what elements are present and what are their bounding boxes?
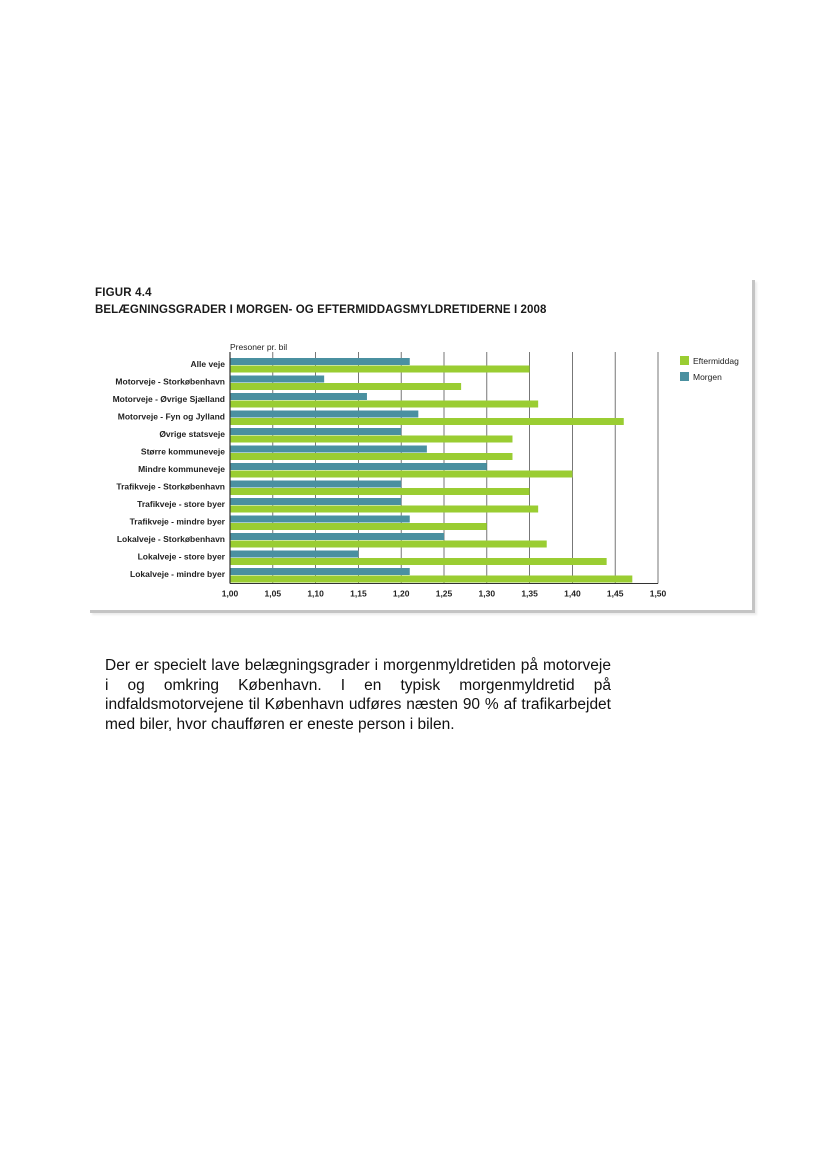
bar-eftermiddag: [230, 523, 487, 530]
legend-swatch: [680, 372, 689, 381]
body-paragraph: Der er specielt lave belægningsgrader i morgenmyldretiden på motorveje i og omkring København. I en typisk morgenmyldretid på indfaldsmotorvejene til København udføres næsten 90 % af trafikarbejdet med biler, hvor chaufføren er eneste person i bilen.: [105, 657, 611, 733]
x-tick-label: 1,30: [478, 588, 496, 599]
x-tick-label: 1,50: [649, 588, 667, 599]
x-tick-label: 1,05: [264, 588, 282, 599]
bar-morgen: [230, 568, 410, 575]
category-label: Lokalveje - Storkøbenhavn: [116, 534, 225, 544]
category-label: Større kommuneveje: [140, 446, 225, 457]
category-label: Alle veje: [190, 359, 225, 369]
category-label: Lokalveje - store byer: [137, 551, 225, 562]
bar-eftermiddag: [230, 436, 512, 443]
category-label: Motorveje - Fyn og Jylland: [117, 411, 225, 422]
bar-morgen: [230, 428, 401, 435]
figure-label: FIGUR 4.4: [95, 287, 152, 299]
bar-eftermiddag: [230, 506, 538, 513]
category-label: Motorveje - Øvrige Sjælland: [112, 394, 225, 404]
figure-title: BELÆGNINGSGRADER I MORGEN- OG EFTERMIDDAGSMYLDRETIDERNE I 2008: [95, 304, 547, 316]
x-tick-label: 1,35: [521, 588, 538, 599]
x-tick-label: 1,15: [350, 588, 367, 599]
bar-eftermiddag: [230, 418, 624, 425]
bar-eftermiddag: [230, 401, 538, 408]
bar-morgen: [230, 498, 401, 505]
legend-label: Morgen: [693, 372, 722, 382]
bar-eftermiddag: [230, 383, 461, 390]
category-label: Mindre kommuneveje: [138, 464, 225, 474]
category-label: Trafikveje - Storkøbenhavn: [116, 481, 225, 492]
x-tick-label: 1,00: [221, 588, 239, 599]
bar-eftermiddag: [230, 576, 632, 583]
bar-morgen: [230, 533, 444, 540]
x-tick-label: 1,25: [435, 588, 453, 599]
x-tick-label: 1,40: [564, 588, 581, 599]
bar-eftermiddag: [230, 488, 530, 495]
tick-labels: [222, 589, 667, 599]
bar-morgen: [230, 446, 427, 453]
category-label: Motorveje - Storkøbenhavn: [115, 376, 225, 387]
x-tick-label: 1,45: [606, 588, 624, 599]
bar-morgen: [230, 463, 487, 470]
bar-morgen: [230, 516, 410, 523]
x-tick-label: 1,10: [307, 588, 324, 599]
bar-morgen: [230, 376, 324, 383]
bar-morgen: [230, 551, 358, 558]
category-label: Øvrige statsveje: [159, 429, 225, 439]
bars: [230, 358, 632, 583]
category-label: Trafikveje - mindre byer: [129, 516, 225, 527]
legend-label: Eftermiddag: [693, 356, 739, 366]
y-axis-label: Presoner pr. bil: [230, 342, 288, 352]
category-label: Trafikveje - store byer: [137, 499, 225, 509]
bar-morgen: [230, 358, 410, 365]
category-label: Lokalveje - mindre byer: [130, 569, 225, 579]
bar-morgen: [230, 393, 367, 400]
bar-eftermiddag: [230, 453, 512, 460]
bar-eftermiddag: [230, 541, 547, 548]
legend-swatch: [680, 356, 689, 365]
category-labels: [113, 359, 226, 579]
bar-morgen: [230, 481, 401, 488]
bar-eftermiddag: [230, 558, 607, 565]
bar-eftermiddag: [230, 471, 572, 478]
legend: [680, 356, 739, 382]
bar-morgen: [230, 411, 418, 418]
x-tick-label: 1,20: [392, 588, 410, 599]
bar-eftermiddag: [230, 366, 530, 373]
